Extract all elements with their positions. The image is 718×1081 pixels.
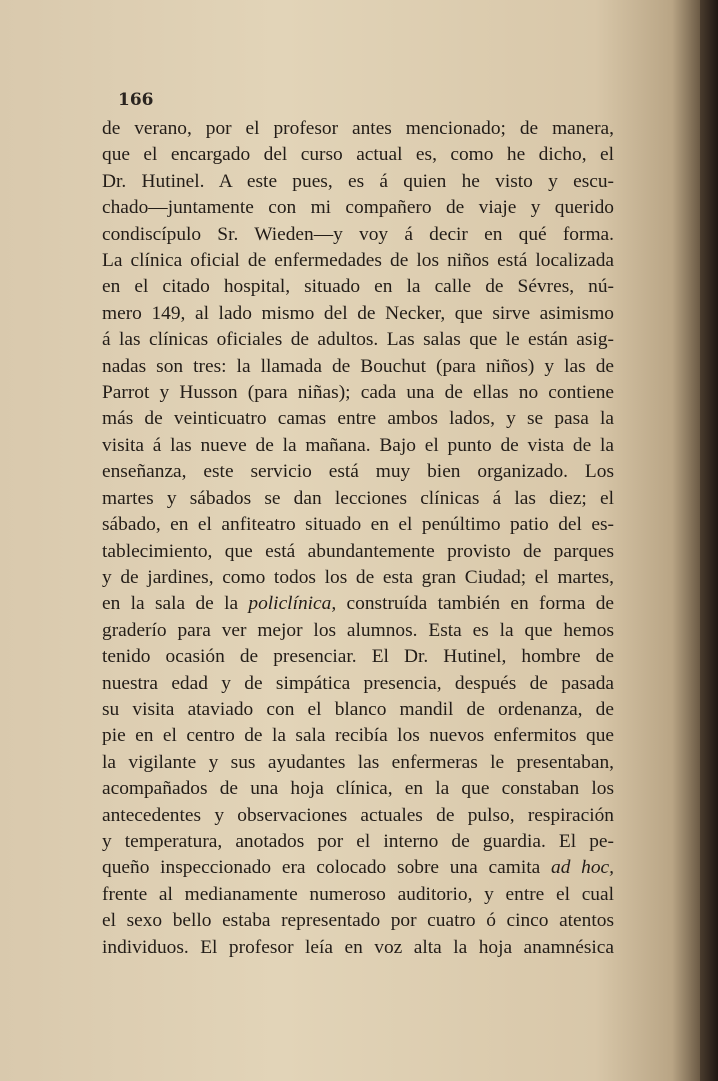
text-line <box>102 459 614 485</box>
text-line <box>102 142 614 168</box>
text-line <box>102 591 614 617</box>
text-segment: y temperatura, anotados por el interno de guardia. El pe- <box>102 830 614 852</box>
text-line <box>102 855 614 881</box>
text-segment: condiscípulo Sr. Wieden—y voy á decir en qué forma. <box>102 223 614 245</box>
text-line <box>102 618 614 644</box>
text-segment: en la sala de la <box>102 593 249 615</box>
text-segment: la vigilante y sus ayudantes las enfermeras le presentaban, <box>102 751 614 773</box>
text-segment: martes y sábados se dan lecciones clínicas á las diez; el <box>102 487 614 509</box>
text-line <box>102 697 614 723</box>
text-segment: Dr. Hutinel. A este pues, es á quien he visto y escu- <box>102 170 614 192</box>
text-line <box>102 248 614 274</box>
text-segment: acompañados de una hoja clínica, en la que constaban los <box>102 778 614 800</box>
italic-text: ad hoc, <box>551 857 614 879</box>
text-line <box>102 935 614 961</box>
text-segment: nadas son tres: la llamada de Bouchut (para niños) y las de <box>102 355 614 377</box>
page-number: 166 <box>118 90 154 110</box>
text-segment: enseñanza, este servicio está muy bien organizado. Los <box>102 461 614 483</box>
body-text <box>102 116 614 961</box>
text-segment: antecedentes y observaciones actuales de pulso, respiración <box>102 804 614 826</box>
text-line <box>102 301 614 327</box>
text-line <box>102 539 614 565</box>
text-segment: más de veinticuatro camas entre ambos lados, y se pasa la <box>102 408 614 430</box>
text-line <box>102 433 614 459</box>
text-line <box>102 195 614 221</box>
text-line <box>102 908 614 934</box>
text-line <box>102 116 614 142</box>
text-segment: individuos. El profesor leía en voz alta la hoja anamnésica <box>102 936 614 958</box>
text-line <box>102 406 614 432</box>
text-segment: de verano, por el profesor antes mencionado; de manera, <box>102 118 614 139</box>
text-segment: construída también en forma de <box>336 593 614 615</box>
book-edge <box>700 0 718 1081</box>
text-line <box>102 354 614 380</box>
text-line <box>102 803 614 829</box>
text-segment: mero 149, al lado mismo del de Necker, que sirve asimismo <box>102 302 614 324</box>
text-line <box>102 776 614 802</box>
text-segment: en el citado hospital, situado en la calle de Sévres, nú- <box>102 276 614 298</box>
text-segment: á las clínicas oficiales de adultos. Las salas que le están asig- <box>102 329 614 351</box>
text-segment: nuestra edad y de simpática presencia, después de pasada <box>102 672 614 694</box>
text-line <box>102 380 614 406</box>
text-line <box>102 644 614 670</box>
text-segment: La clínica oficial de enfermedades de los niños está localizada <box>102 250 614 272</box>
text-segment: el sexo bello estaba representado por cuatro ó cinco atentos <box>102 910 614 932</box>
text-segment: visita á las nueve de la mañana. Bajo el punto de vista de la <box>102 434 614 456</box>
text-segment: su visita ataviado con el blanco mandil de ordenanza, de <box>102 698 614 720</box>
text-segment: frente al medianamente numeroso auditorio, y entre el cual <box>102 883 614 905</box>
text-segment: y de jardines, como todos los de esta gran Ciudad; el martes, <box>102 566 614 588</box>
text-line <box>102 829 614 855</box>
text-line <box>102 486 614 512</box>
text-line <box>102 274 614 300</box>
text-line <box>102 512 614 538</box>
italic-text: policlínica, <box>248 593 337 615</box>
text-line <box>102 882 614 908</box>
text-segment: chado—juntamente con mi compañero de viaje y querido <box>102 197 614 219</box>
text-line <box>102 750 614 776</box>
text-segment: tenido ocasión de presenciar. El Dr. Hutinel, hombre de <box>102 646 614 668</box>
text-segment: sábado, en el anfiteatro situado en el penúltimo patio del es- <box>102 514 614 536</box>
text-line <box>102 222 614 248</box>
text-segment: tablecimiento, que está abundantemente provisto de parques <box>102 540 614 562</box>
text-line <box>102 327 614 353</box>
text-segment: queño inspeccionado era colocado sobre una camita <box>102 857 551 879</box>
text-segment: Parrot y Husson (para niñas); cada una de ellas no contiene <box>102 382 614 404</box>
text-line <box>102 671 614 697</box>
text-segment: pie en el centro de la sala recibía los nuevos enfermitos que <box>102 725 614 747</box>
text-line <box>102 565 614 591</box>
text-line <box>102 169 614 195</box>
text-segment: graderío para ver mejor los alumnos. Esta es la que hemos <box>102 619 614 641</box>
text-line <box>102 723 614 749</box>
text-segment: que el encargado del curso actual es, como he dicho, el <box>102 144 614 166</box>
